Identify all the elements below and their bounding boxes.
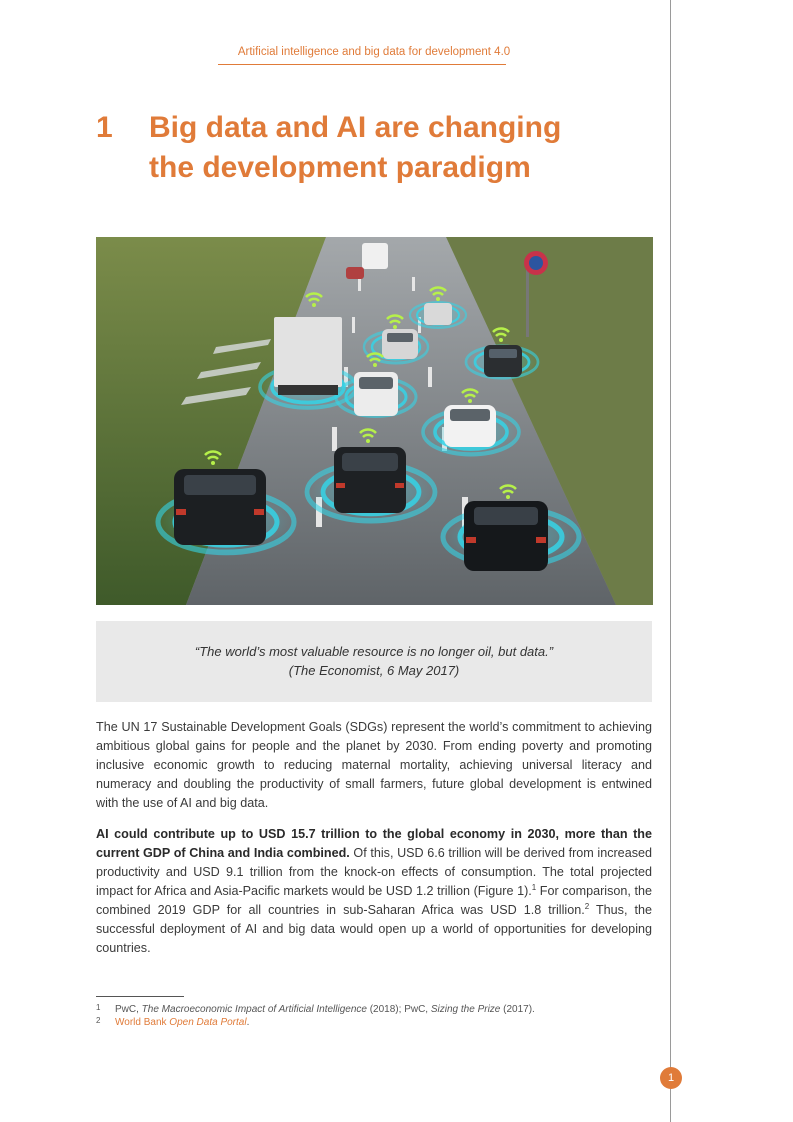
body-paragraph-2 [96,825,652,958]
paragraph-text: For comparison, the combined 2019 GDP for all countries in sub-Saharan Africa was USD 1.8 trillion. [96,884,652,917]
footnote-2 [96,1016,656,1029]
running-header-underline [218,64,506,65]
connected-cars-photo [96,237,653,605]
chapter-title [149,108,619,188]
page-edge-rule [670,0,671,1122]
footnote-divider [96,996,184,997]
quote-box [96,621,652,702]
footnote-text: . [246,1017,250,1028]
footnote-text: (2018); PwC, [366,1004,431,1015]
quote-text: “The world’s most valuable resource is no longer oil, but data.” [194,644,554,659]
chapter-title-line-1: Big data and AI are changing [149,111,562,144]
page-number-badge: 1 [660,1067,682,1089]
footnote-ref-2: 2 [584,901,590,911]
footnotes [96,1003,656,1029]
chapter-number: 1 [96,111,113,144]
footnote-number: 2 [96,1016,101,1025]
footnote-ref-1: 1 [531,882,537,892]
footnote-1 [96,1003,656,1016]
quote-source: (The Economist, 6 May 2017) [288,663,460,678]
world-bank-link[interactable] [115,1017,247,1028]
link-text[interactable]: World Bank [115,1017,170,1028]
chapter-title-line-2: the development paradigm [149,151,531,184]
link-text-italic[interactable]: Open Data Portal [169,1017,247,1028]
paragraph-text: Of this, USD 6.6 trillion will be derived from increased productivity and USD 9.1 trillion from the knock-on effects of consumption. The total projected impact for Africa and Asia-Pacific markets would be USD 1.2 trillion (Figure 1). [96,846,652,898]
footnote-title: The Macroeconomic Impact of Artificial Intelligence [141,1004,367,1015]
footnote-title: Sizing the Prize [430,1004,501,1015]
footnote-number: 1 [96,1003,101,1012]
paragraph-text: Thus, the successful deployment of AI and big data would open up a world of opportunities for developing countries. [96,903,652,955]
body-paragraph-1: The UN 17 Sustainable Development Goals (SDGs) represent the world’s commitment to achieving ambitious global gains for people and the planet by 2030. From ending poverty and promoting inclusive economic growth to reducing maternal mortality, achieving universal literacy and numeracy and doubling the productivity of small farmers, future global development is entwined with the use of AI and big data. [96,720,652,810]
footnote-text: (2017). [500,1004,535,1015]
footnote-text: PwC, [115,1004,142,1015]
running-header: Artificial intelligence and big data for development 4.0 [237,46,511,58]
key-finding-bold: AI could contribute up to USD 15.7 trillion to the global economy in 2030, more than the current GDP of China and India combined. [96,827,652,860]
